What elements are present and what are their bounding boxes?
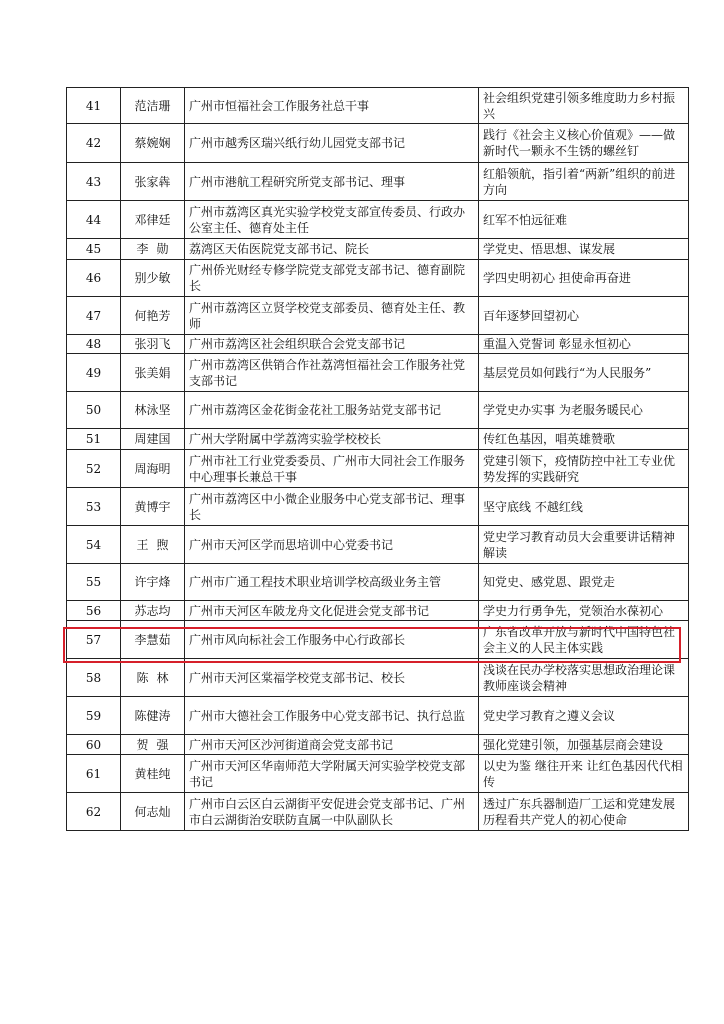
roster-table (66, 87, 689, 831)
member-name: 周建国 (121, 429, 185, 450)
table-row (67, 793, 689, 831)
member-position: 广州市荔湾区立贤学校党支部委员、德育处主任、教师 (185, 297, 479, 335)
member-name: 何志灿 (121, 793, 185, 831)
row-number: 49 (67, 354, 121, 392)
row-number: 48 (67, 335, 121, 354)
row-number: 53 (67, 488, 121, 526)
member-position: 广州侨光财经专修学院党支部党支部书记、德育副院长 (185, 260, 479, 297)
member-position: 广州市天河区学而思培训中心党委书记 (185, 526, 479, 564)
row-number: 59 (67, 697, 121, 735)
table-row (67, 392, 689, 429)
table-row (67, 163, 689, 201)
lecture-topic: 传红色基因，唱英雄赞歌 (479, 429, 689, 450)
lecture-topic: 学四史明初心 担使命再奋进 (479, 260, 689, 297)
row-number: 61 (67, 755, 121, 793)
lecture-topic: 党史学习教育动员大会重要讲话精神解读 (479, 526, 689, 564)
lecture-topic: 强化党建引领，加强基层商会建设 (479, 735, 689, 755)
member-name: 张羽飞 (121, 335, 185, 354)
table-row (67, 735, 689, 755)
member-position: 广州市恒福社会工作服务社总干事 (185, 88, 479, 124)
member-position: 广州市荔湾区社会组织联合会党支部书记 (185, 335, 479, 354)
lecture-topic: 广东省改革开放与新时代中国特色社会主义的人民主体实践 (479, 621, 689, 659)
member-name: 张家犇 (121, 163, 185, 201)
lecture-topic: 学党史办实事 为老服务暖民心 (479, 392, 689, 429)
member-position: 广州市白云区白云湖街平安促进会党支部书记、广州市白云湖街治安联防直属一中队副队长 (185, 793, 479, 831)
lecture-topic: 社会组织党建引领多维度助力乡村振兴 (479, 88, 689, 124)
member-position: 广州市荔湾区供销合作社荔湾恒福社会工作服务社党支部书记 (185, 354, 479, 392)
lecture-topic: 学史力行勇争先，党领治水葆初心 (479, 601, 689, 621)
member-position: 广州市社工行业党委委员、广州市大同社会工作服务中心理事长兼总干事 (185, 450, 479, 488)
member-name: 林泳坚 (121, 392, 185, 429)
table-row (67, 335, 689, 354)
table-row (67, 564, 689, 601)
row-number: 57 (67, 621, 121, 659)
lecture-topic: 坚守底线 不越红线 (479, 488, 689, 526)
row-number: 43 (67, 163, 121, 201)
member-position: 广州市天河区沙河街道商会党支部书记 (185, 735, 479, 755)
member-position: 广州市荔湾区金花街金花社工服务站党支部书记 (185, 392, 479, 429)
member-position: 广州市荔湾区真光实验学校党支部宣传委员、行政办公室主任、德育处主任 (185, 201, 479, 239)
row-number: 46 (67, 260, 121, 297)
member-position: 广州市荔湾区中小微企业服务中心党支部书记、理事长 (185, 488, 479, 526)
table-row (67, 297, 689, 335)
table-row-highlighted (67, 621, 689, 659)
lecture-topic: 透过广东兵器制造厂工运和党建发展历程看共产党人的初心使命 (479, 793, 689, 831)
row-number: 56 (67, 601, 121, 621)
member-name: 王煦 (121, 526, 185, 564)
row-number: 55 (67, 564, 121, 601)
lecture-topic: 基层党员如何践行“为人民服务” (479, 354, 689, 392)
row-number: 58 (67, 659, 121, 697)
member-position: 广州市港航工程研究所党支部书记、理事 (185, 163, 479, 201)
lecture-topic: 以史为鉴 继往开来 让红色基因代代相传 (479, 755, 689, 793)
member-position: 广州市广通工程技术职业培训学校高级业务主管 (185, 564, 479, 601)
table-row (67, 755, 689, 793)
table-row (67, 526, 689, 564)
table-row (67, 429, 689, 450)
member-name: 黄桂纯 (121, 755, 185, 793)
table-row (67, 601, 689, 621)
table-row (67, 450, 689, 488)
row-number: 50 (67, 392, 121, 429)
member-name: 苏志均 (121, 601, 185, 621)
table-row (67, 260, 689, 297)
member-position: 广州市天河区华南师范大学附属天河实验学校党支部书记 (185, 755, 479, 793)
member-position: 广州市越秀区瑞兴纸行幼儿园党支部书记 (185, 124, 479, 163)
member-name: 张美娟 (121, 354, 185, 392)
table-row (67, 239, 689, 260)
member-position: 广州大学附属中学荔湾实验学校校长 (185, 429, 479, 450)
row-number: 47 (67, 297, 121, 335)
member-name: 何艳芳 (121, 297, 185, 335)
row-number: 60 (67, 735, 121, 755)
row-number: 52 (67, 450, 121, 488)
lecture-topic: 浅谈在民办学校落实思想政治理论课教师座谈会精神 (479, 659, 689, 697)
member-name: 陈林 (121, 659, 185, 697)
member-name: 贺强 (121, 735, 185, 755)
table-row (67, 354, 689, 392)
member-name: 黄博宇 (121, 488, 185, 526)
member-name: 李勋 (121, 239, 185, 260)
lecture-topic: 重温入党誓词 彰显永恒初心 (479, 335, 689, 354)
row-number: 51 (67, 429, 121, 450)
lecture-topic: 百年逐梦回望初心 (479, 297, 689, 335)
member-name: 周海明 (121, 450, 185, 488)
table-row (67, 88, 689, 124)
roster-table-body (67, 88, 689, 831)
member-name: 李慧茹 (121, 621, 185, 659)
table-row (67, 697, 689, 735)
table-row (67, 124, 689, 163)
lecture-topic: 红船领航，指引着“两新”组织的前进方向 (479, 163, 689, 201)
row-number: 42 (67, 124, 121, 163)
table-row (67, 488, 689, 526)
member-name: 邓律廷 (121, 201, 185, 239)
row-number: 41 (67, 88, 121, 124)
member-name: 蔡婉娴 (121, 124, 185, 163)
member-name: 许宇烽 (121, 564, 185, 601)
member-position: 广州市天河区棠福学校党支部书记、校长 (185, 659, 479, 697)
row-number: 44 (67, 201, 121, 239)
member-name: 别少敏 (121, 260, 185, 297)
member-name: 范洁珊 (121, 88, 185, 124)
table-row (67, 201, 689, 239)
member-position: 广州市风向标社会工作服务中心行政部长 (185, 621, 479, 659)
lecture-topic: 红军不怕远征难 (479, 201, 689, 239)
lecture-topic: 党建引领下，疫情防控中社工专业优势发挥的实践研究 (479, 450, 689, 488)
row-number: 45 (67, 239, 121, 260)
row-number: 62 (67, 793, 121, 831)
lecture-topic: 知党史、感党恩、跟党走 (479, 564, 689, 601)
member-name: 陈健涛 (121, 697, 185, 735)
member-position: 广州市天河区车陂龙舟文化促进会党支部书记 (185, 601, 479, 621)
member-position: 广州市大德社会工作服务中心党支部书记、执行总监 (185, 697, 479, 735)
row-number: 54 (67, 526, 121, 564)
lecture-topic: 学党史、悟思想、谋发展 (479, 239, 689, 260)
member-position: 荔湾区天佑医院党支部书记、院长 (185, 239, 479, 260)
lecture-topic: 党史学习教育之遵义会议 (479, 697, 689, 735)
lecture-topic: 践行《社会主义核心价值观》——做新时代一颗永不生锈的螺丝钉 (479, 124, 689, 163)
table-row (67, 659, 689, 697)
